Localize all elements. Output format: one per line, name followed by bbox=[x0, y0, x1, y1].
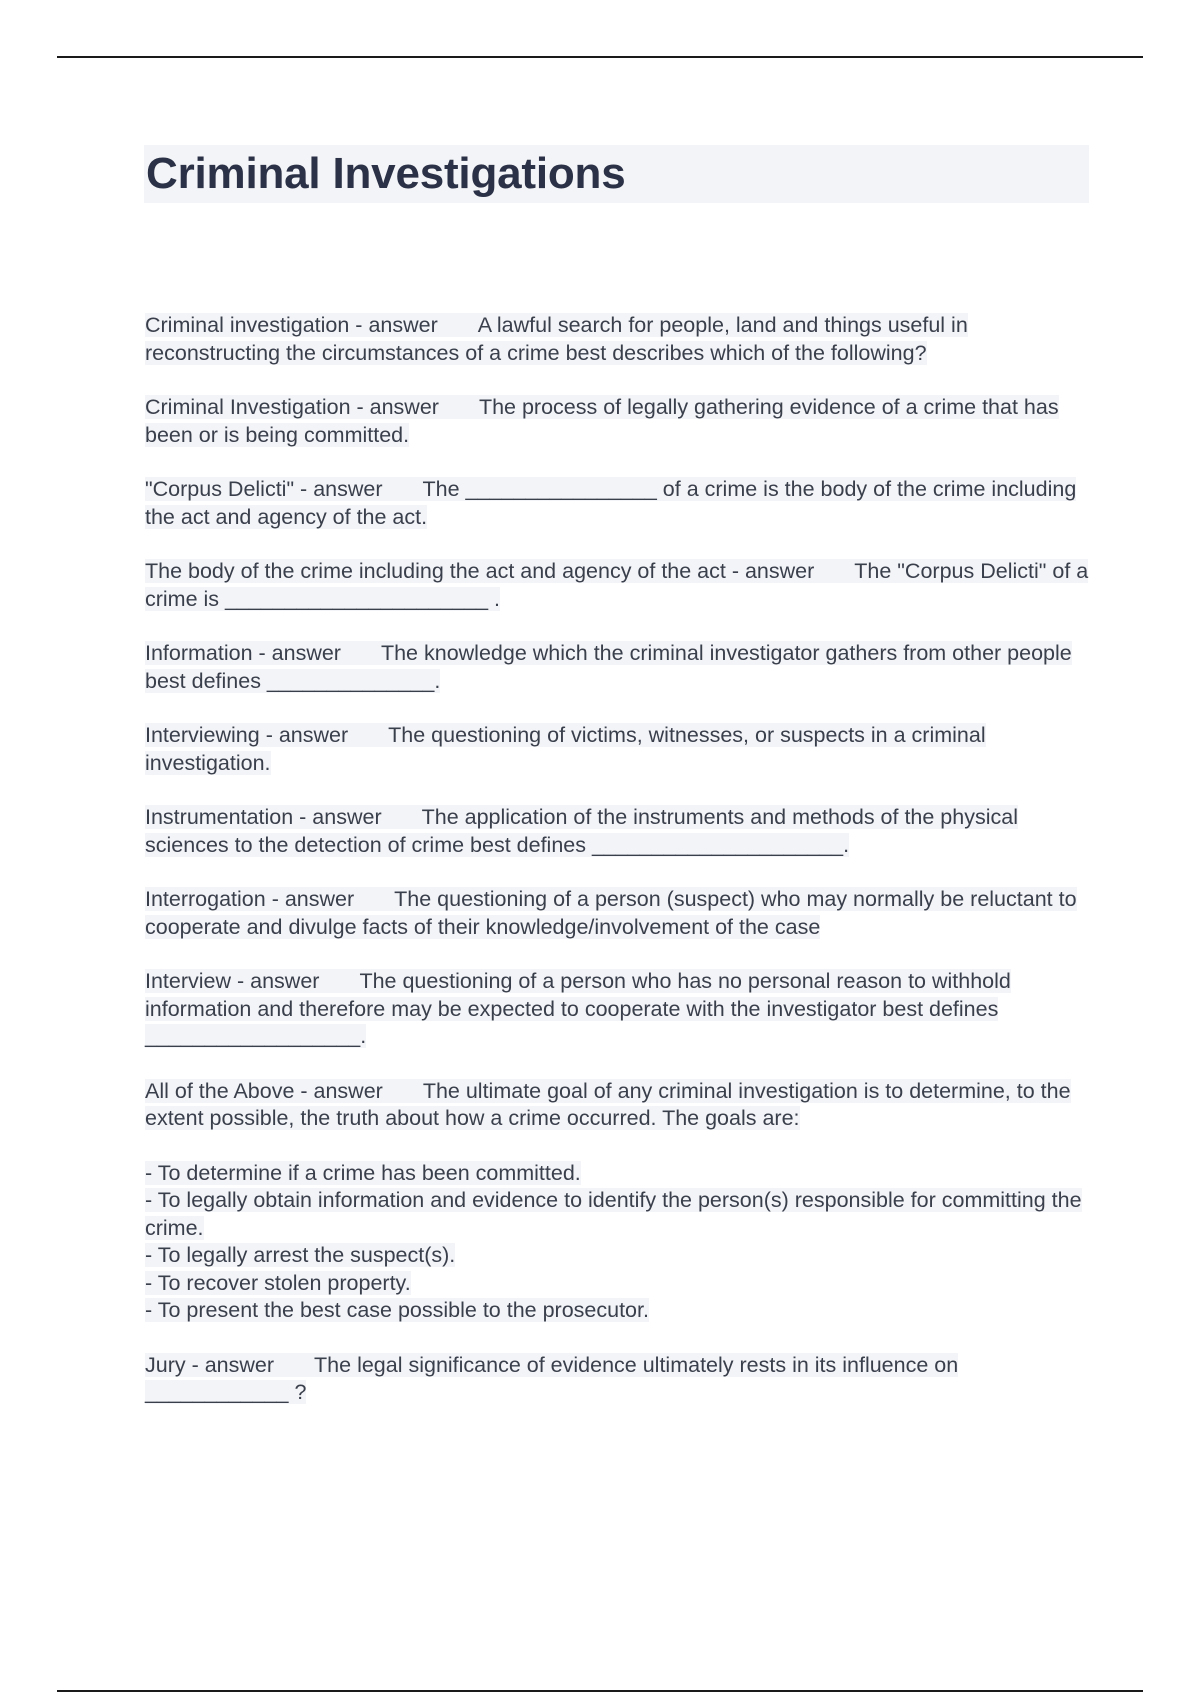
entry-definition: The knowledge which the criminal investigator gathers from other people best defines ______________. bbox=[145, 641, 1072, 693]
flashcard-entry bbox=[145, 1352, 1090, 1407]
entry-definition: The process of legally gathering evidence of a crime that has been or is being committed. bbox=[145, 395, 1059, 447]
entry-term: Interview - answer bbox=[145, 969, 320, 993]
page-title: Criminal Investigations bbox=[146, 149, 626, 198]
entry-term: Interrogation - answer bbox=[145, 887, 355, 911]
flashcard-entry bbox=[145, 804, 1090, 859]
flashcard-entry bbox=[145, 1078, 1090, 1133]
goal-item: - To legally arrest the suspect(s). bbox=[145, 1243, 456, 1267]
entry-definition: The questioning of victims, witnesses, or suspects in a criminal investigation. bbox=[145, 723, 986, 775]
goal-item: - To recover stolen property. bbox=[145, 1270, 411, 1295]
entry-definition: The "Corpus Delicti" of a crime is ______________________ . bbox=[145, 559, 1089, 611]
flashcard-entry bbox=[145, 968, 1090, 1051]
flashcard-entry bbox=[145, 312, 1090, 367]
entry-definition: The ultimate goal of any criminal investigation is to determine, to the extent possible, the truth about how a crime occurred. The goals are: bbox=[145, 1078, 1071, 1130]
goal-item: - To present the best case possible to the prosecutor. bbox=[145, 1298, 649, 1322]
entry-definition: The legal significance of evidence ultimately rests in its influence on ____________ ? bbox=[145, 1352, 959, 1404]
entry-term: Information - answer bbox=[145, 641, 341, 665]
flashcard-entry bbox=[145, 558, 1090, 613]
entry-term: Criminal Investigation - answer bbox=[145, 395, 439, 419]
entry-definition: A lawful search for people, land and things useful in reconstructing the circumstances of a crime best describes which of the following? bbox=[145, 313, 968, 365]
entry-definition: The questioning of a person (suspect) who may normally be reluctant to cooperate and divulge facts of their knowledge/involvement of the case bbox=[145, 887, 1077, 939]
flashcard-entry bbox=[145, 476, 1090, 531]
entry-definition: The questioning of a person who has no personal reason to withhold information and therefore may be expected to cooperate with the investigator best defines __________________. bbox=[145, 969, 1011, 1048]
entry-term: All of the Above - answer bbox=[145, 1078, 383, 1103]
flashcard-list bbox=[145, 312, 1090, 1434]
entry-definition: The ________________ of a crime is the body of the crime including the act and agency of the act. bbox=[145, 477, 1077, 529]
entry-term: The body of the crime including the act and agency of the act - answer bbox=[145, 559, 815, 583]
entry-term: Interviewing - answer bbox=[145, 723, 349, 747]
entry-definition: The application of the instruments and methods of the physical sciences to the detection of crime best defines _____________________. bbox=[145, 805, 1018, 857]
entry-term: Instrumentation - answer bbox=[145, 805, 382, 829]
flashcard-entry bbox=[145, 886, 1090, 941]
entry-term: "Corpus Delicti" - answer bbox=[145, 477, 383, 501]
entry-term: Criminal investigation - answer bbox=[145, 313, 438, 337]
goal-item: - To legally obtain information and evidence to identify the person(s) responsible for committing the crime. bbox=[145, 1188, 1082, 1240]
top-rule bbox=[57, 56, 1143, 58]
goals-list bbox=[145, 1160, 1090, 1325]
flashcard-entry bbox=[145, 394, 1090, 449]
flashcard-entry bbox=[145, 640, 1090, 695]
flashcard-entry bbox=[145, 722, 1090, 777]
entry-term: Jury - answer bbox=[145, 1352, 275, 1377]
goal-item: - To determine if a crime has been committed. bbox=[145, 1160, 581, 1185]
bottom-rule bbox=[57, 1690, 1143, 1692]
